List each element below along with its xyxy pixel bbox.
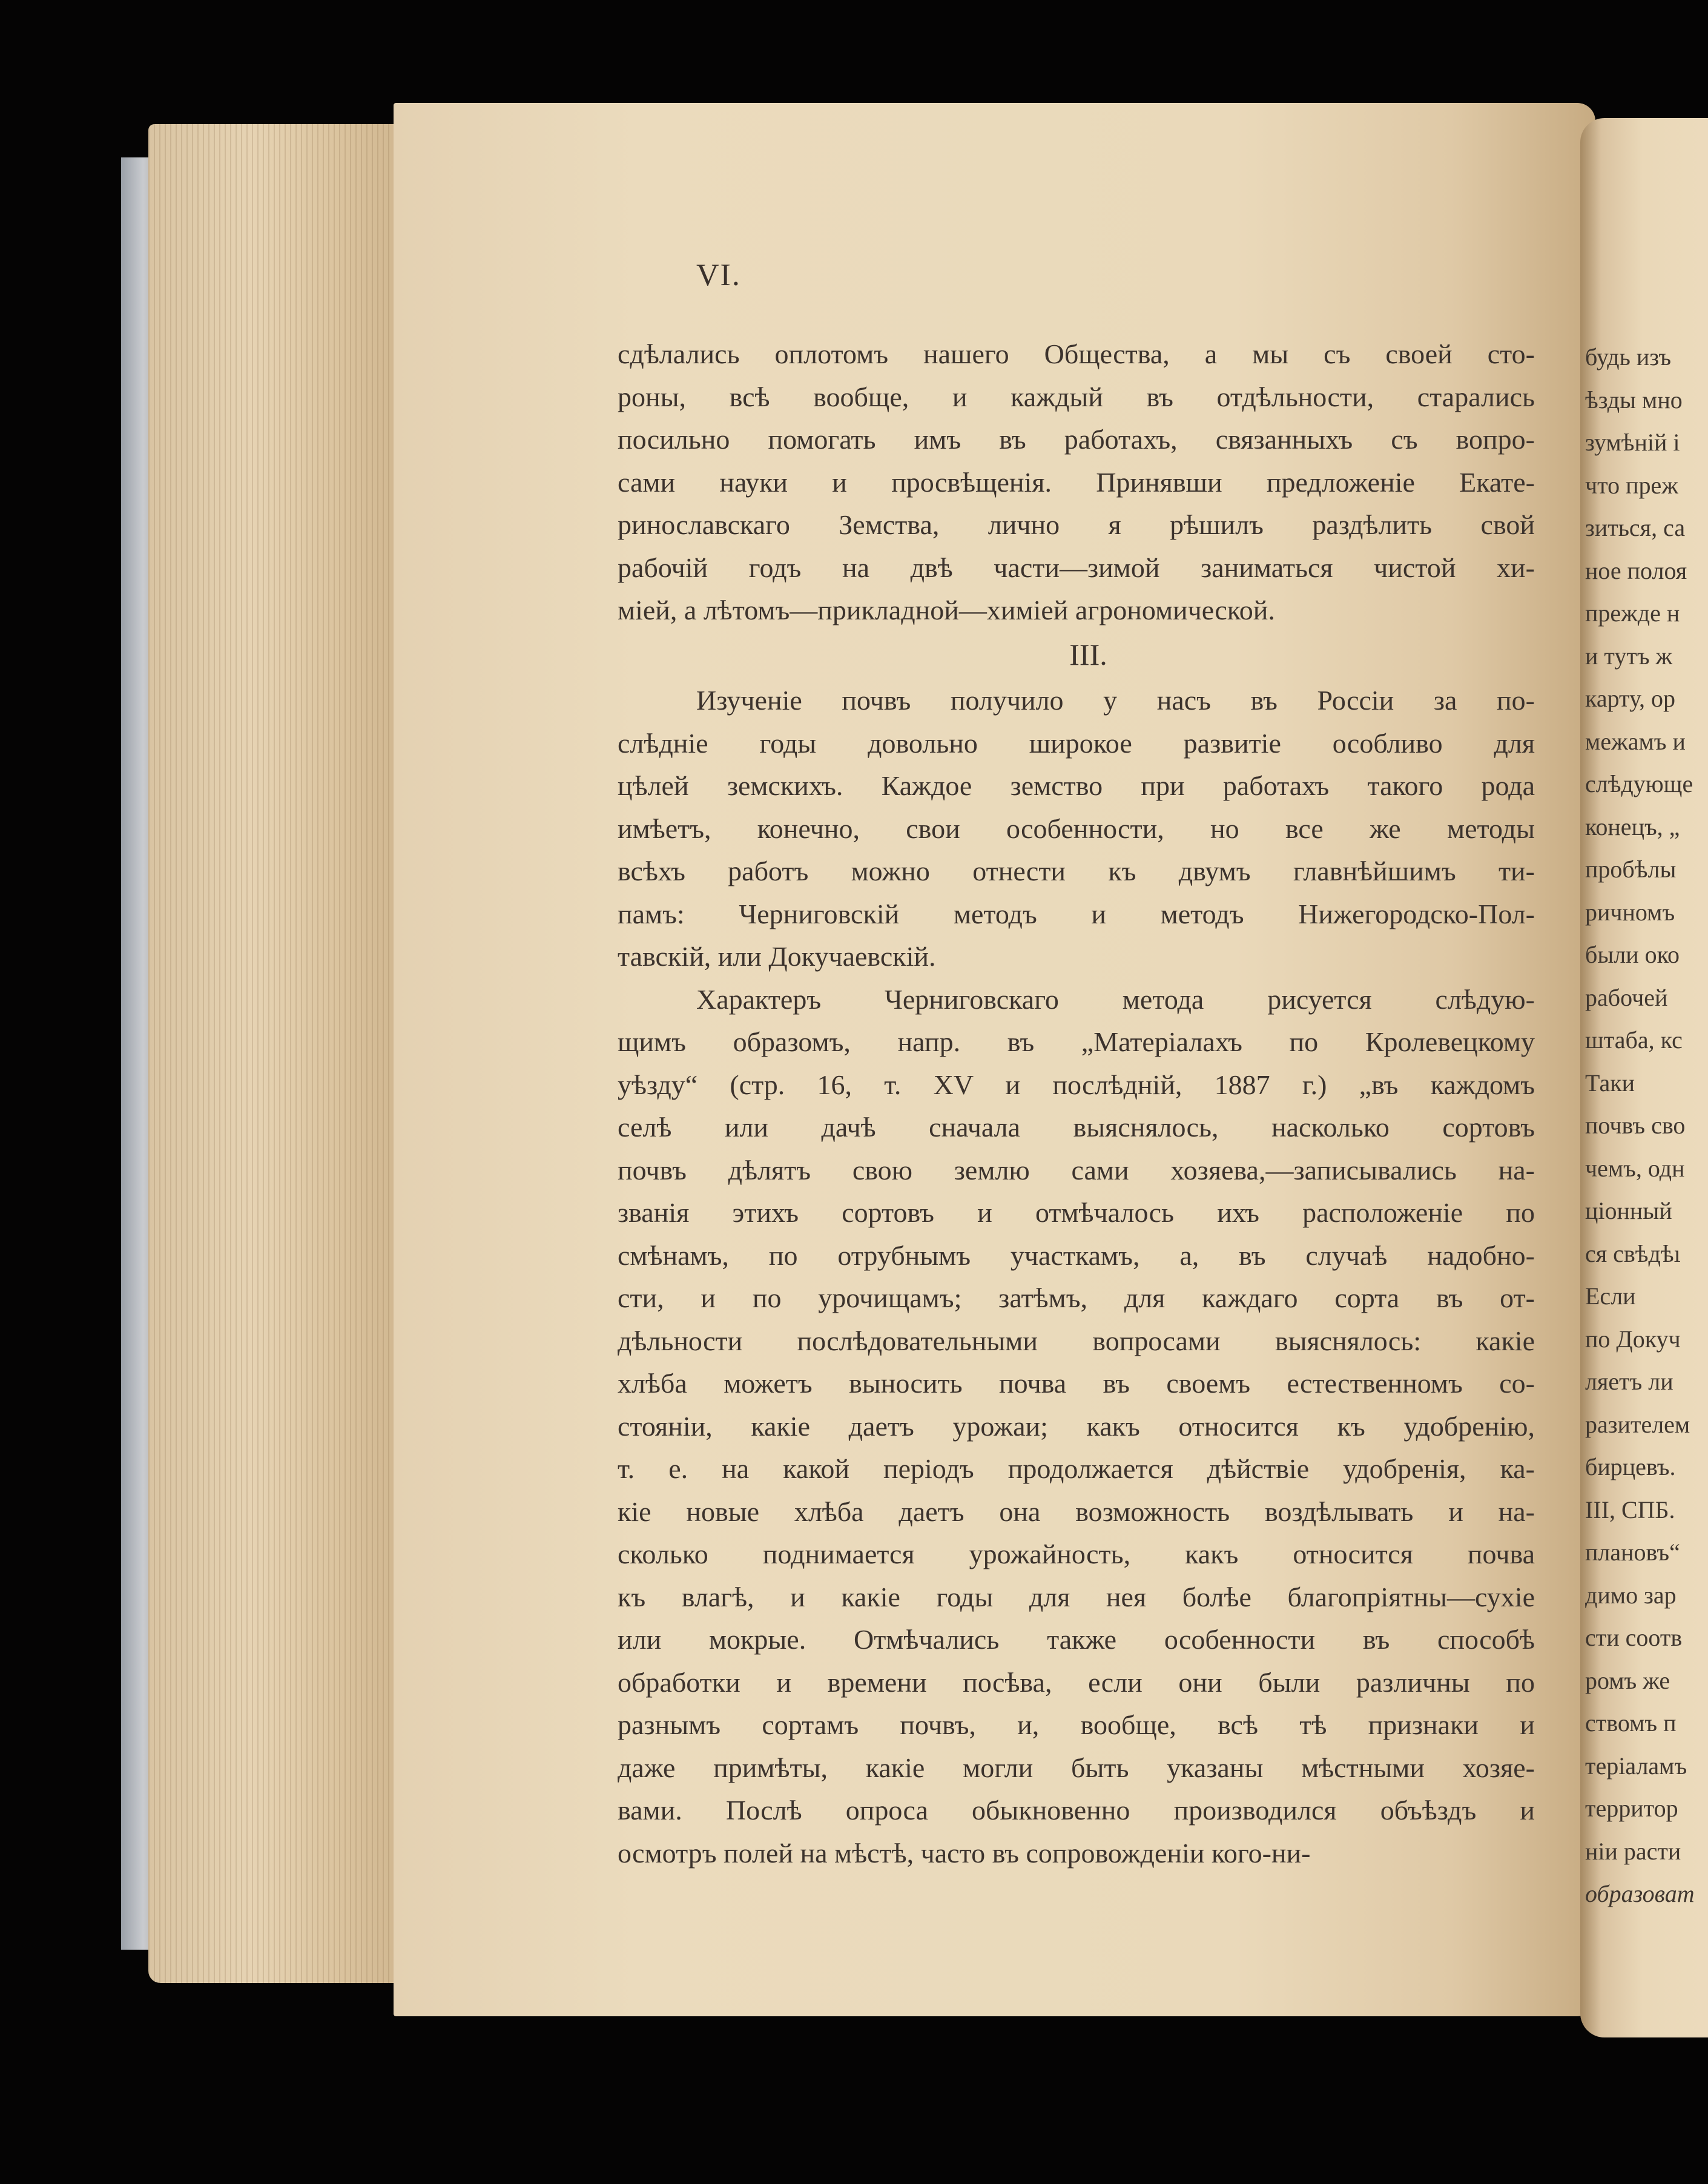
text-line: вами. Послѣ опроса обыкновенно производился объѣздъ и xyxy=(618,1795,1535,1826)
right-page-line: чемъ, одн xyxy=(1585,1154,1685,1182)
text-line: памъ: Черниговскій методъ и методъ Нижегородско-Пол- xyxy=(618,898,1535,929)
right-page-line: плановъ“ xyxy=(1585,1539,1680,1566)
right-page-line: карту, ор xyxy=(1585,685,1676,712)
right-page-line: ніи расти xyxy=(1585,1837,1681,1865)
right-page-line: и тутъ ж xyxy=(1585,642,1673,670)
right-page-line: по Докуч xyxy=(1585,1325,1681,1353)
text-line: слѣдніе годы довольно широкое развитіе особливо для xyxy=(618,727,1535,759)
text-line: званія этихъ сортовъ и отмѣчалось ихъ расположеніе по xyxy=(618,1197,1535,1228)
text-line: уѣзду“ (стр. 16, т. XV и послѣдній, 1887 г.) „въ каждомъ xyxy=(618,1069,1535,1100)
text-line: кіе новые хлѣба даетъ она возможность воздѣлывать и на- xyxy=(618,1496,1535,1527)
right-page-line: пробѣлы xyxy=(1585,856,1677,883)
text-line: сколько поднимается урожайность, какъ относится почва xyxy=(618,1539,1535,1569)
right-page-line: будь изъ xyxy=(1585,343,1672,371)
text-line: сдѣлались оплотомъ нашего Общества, а мы съ своей сто- xyxy=(618,338,1535,369)
text-line: тавскій, или Докучаевскій. xyxy=(618,941,936,972)
right-page-line: ляетъ ли xyxy=(1585,1368,1673,1395)
text-line: обработки и времени посѣва, если они были различны по xyxy=(618,1666,1535,1698)
text-line: т. е. на какой періодъ продолжается дѣйствіе удобренія, ка- xyxy=(618,1453,1535,1484)
right-page-line: Если xyxy=(1585,1282,1636,1310)
text-line: или мокрые. Отмѣчались также особенности въ способѣ xyxy=(618,1624,1535,1655)
right-page-line: сти соотв xyxy=(1585,1624,1683,1651)
right-page-line: рабочей xyxy=(1585,983,1668,1011)
text-line: даже примѣты, какіе могли быть указаны мѣстными хозяе- xyxy=(618,1752,1535,1783)
right-page-line: димо зар xyxy=(1585,1581,1677,1609)
right-page-line: ся свѣдѣı xyxy=(1585,1239,1681,1267)
right-page-line: образоват xyxy=(1585,1880,1695,1907)
text-line: сти, и по урочищамъ; затѣмъ, для каждаго сорта въ от- xyxy=(618,1282,1535,1313)
section-heading: III. xyxy=(1069,637,1107,671)
text-line: дѣльности послѣдовательными вопросами выяснялось: какіе xyxy=(618,1325,1535,1356)
text-line: къ влагѣ, и какіе годы для нея болѣе благопріятны—сухіе xyxy=(618,1581,1535,1612)
text-line: щимъ образомъ, напр. въ „Матеріалахъ по Кролевецкому xyxy=(618,1026,1535,1057)
text-line: посильно помогать имъ въ работахъ, связанныхъ съ вопро- xyxy=(618,424,1535,455)
right-page-line: территор xyxy=(1585,1795,1678,1822)
right-page-line: зиться, са xyxy=(1585,514,1686,541)
right-page-line: бирцевъ. xyxy=(1585,1453,1676,1480)
right-page-line: ное полоя xyxy=(1585,556,1687,584)
text-line: имѣетъ, конечно, свои особенности, но все же методы xyxy=(618,813,1535,844)
right-page-line: ціонный xyxy=(1585,1197,1672,1224)
page-text-column xyxy=(618,333,1535,1875)
right-page-line: ствомъ п xyxy=(1585,1709,1677,1737)
right-page-line: ѣзды мно xyxy=(1585,386,1683,414)
text-line: осмотръ полей на мѣстѣ, часто въ сопровожденіи кого-ни- xyxy=(618,1837,1311,1869)
text-line: ринославскаго Земства, лично я рѣшилъ раздѣлить свой xyxy=(618,509,1535,540)
right-page-line: почвъ сво xyxy=(1585,1112,1686,1139)
right-page-line: Таки xyxy=(1585,1069,1635,1097)
right-page-line: межамъ и xyxy=(1585,727,1686,755)
right-page-line: что преж xyxy=(1585,471,1678,499)
right-page-line: III, СПБ. xyxy=(1585,1496,1675,1523)
text-line: почвъ дѣлятъ свою землю сами хозяева,—записывались на- xyxy=(618,1154,1535,1186)
text-line: стояніи, какіе даетъ урожаи; какъ относится къ удобренію, xyxy=(618,1410,1535,1442)
text-line: рабочій годъ на двѣ части—зимой заниматься чистой хи- xyxy=(618,552,1535,583)
page-number: VI. xyxy=(696,258,741,292)
text-line: сами науки и просвѣщенія. Принявши предложеніе Екате- xyxy=(618,466,1535,498)
text-line: всѣхъ работъ можно отнести къ двумъ главнѣйшимъ ти- xyxy=(618,856,1535,886)
right-page-line: теріаламъ xyxy=(1585,1752,1687,1780)
right-page-text-fragments xyxy=(1585,336,1708,1916)
right-page-line: разителем xyxy=(1585,1410,1690,1438)
right-page-line: ричномъ xyxy=(1585,898,1675,926)
right-page-line: были око xyxy=(1585,941,1680,968)
text-line: Изученіе почвъ получило у насъ въ Россіи за по- xyxy=(696,685,1535,716)
text-line: Характеръ Черниговскаго метода рисуется слѣдую- xyxy=(696,983,1535,1015)
text-line: разнымъ сортамъ почвъ, и, вообще, всѣ тѣ признаки и xyxy=(618,1709,1535,1740)
right-page-line: зумѣній і xyxy=(1585,429,1680,456)
right-page-line: конецъ, „ xyxy=(1585,813,1680,840)
right-page-line: слѣдующе xyxy=(1585,770,1693,797)
book-page-stack xyxy=(148,124,409,1983)
right-page-line: штаба, кс xyxy=(1585,1026,1683,1054)
text-line: смѣнамъ, по отрубнымъ участкамъ, а, въ случаѣ надобно- xyxy=(618,1239,1535,1271)
right-page-line: ромъ же xyxy=(1585,1666,1670,1694)
text-line: селѣ или дачѣ сначала выяснялось, насколько сортовъ xyxy=(618,1112,1535,1143)
text-line: хлѣба можетъ выносить почва въ своемъ естественномъ со- xyxy=(618,1368,1535,1399)
right-page-line: прежде н xyxy=(1585,599,1680,627)
text-line: цѣлей земскихъ. Каждое земство при работахъ такого рода xyxy=(618,770,1535,801)
text-line: міей, а лѣтомъ—прикладной—химіей агрономической. xyxy=(618,595,1275,625)
text-line: роны, всѣ вообще, и каждый въ отдѣльности, старались xyxy=(618,381,1535,412)
